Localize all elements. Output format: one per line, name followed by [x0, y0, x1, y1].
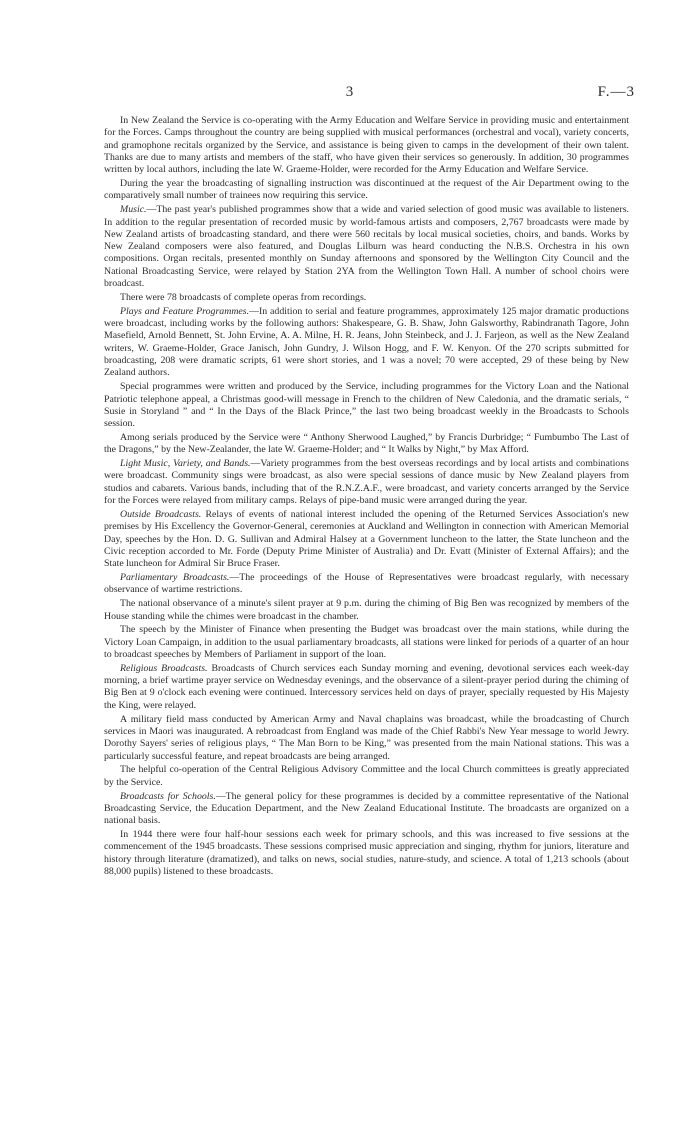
report-paragraph: [104, 381, 629, 430]
paragraph-text: In 1944 there were four half-hour sessions each week for primary schools, and this was increased to five sessions at the commencement of the 1945 broadcasts. These sessions comprised music appreciation and singing, rhythm for juniors, literature and history through literature (dramatized), and talks on news, social studies, nature-study, and science. A total of 1,213 schools (about 88,000 pupils) listened to these broadcasts.: [104, 829, 629, 878]
report-paragraph: [104, 432, 629, 457]
section-heading: Parliamentary Broadcasts.: [120, 572, 230, 584]
report-paragraph: [104, 115, 629, 176]
report-paragraph: [104, 829, 629, 878]
paragraph-text: —The general policy for these programmes is decided by a committee representative of the National Broadcasting Service, the Education Department, and the New Zealand Educational Institute. The broadcasts are organized on a national basis.: [104, 790, 629, 827]
report-paragraph: [104, 458, 629, 507]
paragraph-text: —Variety programmes from the best overseas recordings and by local artists and combinations were broadcast. Community sings were broadcast, as also were special sessions of dance music by New Zealand players from studios and cabarets. Various bands, including that of the R.N.Z.A.F., were broadcast, and variety concerts arranged by the Service for the Forces were relayed from military camps. Relays of pipe-band music were arranged during the year.: [104, 458, 629, 507]
paragraph-text: A military field mass conducted by American Army and Naval chaplains was broadcast, while the broadcasting of Church services in Maori was inaugurated. A rebroadcast from England was made of the Chief Rabbi's New Year message to world Jewry. Dorothy Sayers' series of religious plays, “ The Man Born to be King,” was presented from the main National stations. This was a particularly successful feature, and repeat broadcasts are being arranged.: [104, 713, 629, 762]
report-paragraph: [104, 663, 629, 712]
report-paragraph: [104, 306, 629, 380]
paragraph-text: The national observance of a minute's silent prayer at 9 p.m. during the chiming of Big Ben was recognized by members of the House standing while the chimes were broadcast in the chamber.: [104, 598, 629, 622]
section-heading: Broadcasts for Schools.: [120, 790, 216, 802]
report-paragraph: [104, 509, 629, 570]
paragraph-text: Among serials produced by the Service were “ Anthony Sherwood Laughed,” by Francis Durbridge; “ Fumbumbo The Last of the Dragons,” by the New-Zealander, the late W. Graeme-Holder; and “ It Walks by Night,” by Max Afford.: [104, 431, 629, 456]
paragraph-text: In New Zealand the Service is co-operating with the Army Education and Welfare Service in providing music and entertainment for the Forces. Camps throughout the country are being supplied with musical performances (orchestral and vocal), variety concerts, and gramophone recitals organized by the Service, and assistance is being given to camps in the development of their own talent. Thanks are due to many artists and members of the staff, who have given their services so generously. In addition, 30 programmes written by local authors, including the late W. Graeme-Holder, were recorded for the Army Education and Welfare Service.: [104, 115, 629, 176]
report-paragraph: [104, 572, 629, 597]
report-paragraph: [104, 292, 629, 304]
paragraph-text: Relays of events of national interest included the opening of the Returned Services Association's new premises by His Excellency the Governor-General, ceremonies at Auckland and Wellington in connection with American Memorial Day, speeches by the Hon. D. G. Sullivan and Admiral Halsey at a Government luncheon to the latter, the State luncheon and the Civic reception accorded to Mr. Forde (Deputy Prime Minister of Australia) and Dr. Evatt (Minister of External Affairs); and the State luncheon for Admiral Sir Bruce Fraser.: [104, 508, 629, 570]
page-number: 3: [345, 84, 355, 100]
report-paragraph: [104, 624, 629, 661]
paragraph-text: Broadcasts of Church services each Sunday morning and evening, devotional services each week-day morning, a brief wartime prayer service on Wednesday evenings, and the observance of a silent-prayer period during the chiming of Big Ben at 9 o'clock each evening were continued. Intercessory services held on days of prayer, specially requested by His Majesty the King, were relayed.: [104, 662, 629, 711]
paragraph-text: —In addition to serial and feature programmes, approximately 125 major dramatic productions were broadcast, including works by the following authors: Shakespeare, G. B. Shaw, John Galsworthy, Rabindranath Tagore, John Masefield, Arnold Bennett, St. John Ervine, A. A. Milne, H. R. Jeans, John Steinbeck, and J. J. Farjeon, as well as the New Zealand writers, W. Graeme-Holder, Grace Janisch, John Gundry, J. Wilson Hogg, and F. W. Kenyon. Of the 270 scripts submitted for broadcasting, 208 were dramatic scripts, 61 were short stories, and 1 was a novel; 70 were accepted, 29 of these being by New Zealand authors.: [104, 305, 629, 379]
paragraph-text: The speech by the Minister of Finance when presenting the Budget was broadcast over the main stations, while during the Victory Loan Campaign, in addition to the usual parliamentary broadcasts, all stations were linked for periods of a quarter of an hour to broadcast speeches by Members of Parliament in support of the loan.: [104, 624, 629, 660]
report-paragraph: [104, 714, 629, 763]
paragraph-text: During the year the broadcasting of signalling instruction was discontinued at the request of the Air Department owing to the comparatively small number of trainees now requiring this service.: [104, 178, 629, 202]
section-heading: Music.: [120, 204, 147, 216]
section-heading: Outside Broadcasts.: [120, 508, 202, 520]
report-paragraph: [104, 764, 629, 789]
paragraph-text: Special programmes were written and produced by the Service, including programmes for the Victory Loan and the National Patriotic telephone appeal, a Christmas good-will message in French to the children of New Caledonia, and the dramatic serials, “ Susie in Storyland ” and “ In the Days of the Black Prince,” the last two being broadcast weekly in the Broadcasts to Schools session.: [104, 381, 629, 430]
paragraph-text: The helpful co-operation of the Central Religious Advisory Committee and the local Church committees is greatly appreciated by the Service.: [104, 764, 629, 788]
paragraph-text: —The past year's published programmes show that a wide and varied selection of good music was available to listeners. In addition to the regular presentation of recorded music by world-famous artists and composers, 2,767 broadcasts were made by New Zealand artists of broadcasting standard, and there were 560 recitals by local musical societies, choirs, and bands. Works by New Zealand composers were also featured, and Douglas Lilburn was heard conducting the N.B.S. Orchestra in his own compositions. Organ recitals, presented monthly on Sunday afternoons and sponsored by the Wellington City Council and the National Broadcasting Service, were relayed by Station 2YA from the Wellington Town Hall. A number of school choirs were broadcast.: [104, 204, 629, 290]
paragraph-text: —The proceedings of the House of Representatives were broadcast regularly, with necessary observance of wartime restrictions.: [104, 572, 629, 596]
report-paragraph: [104, 791, 629, 828]
section-heading: Religious Broadcasts.: [120, 662, 208, 674]
document-reference: F.—3: [597, 84, 635, 100]
report-paragraph: [104, 178, 629, 203]
section-heading: Light Music, Variety, and Bands.: [120, 458, 251, 470]
report-body: [104, 115, 629, 880]
report-paragraph: [104, 204, 629, 290]
section-heading: Plays and Feature Programmes.: [120, 305, 250, 317]
paragraph-text: There were 78 broadcasts of complete operas from recordings.: [120, 291, 367, 303]
report-paragraph: [104, 598, 629, 623]
